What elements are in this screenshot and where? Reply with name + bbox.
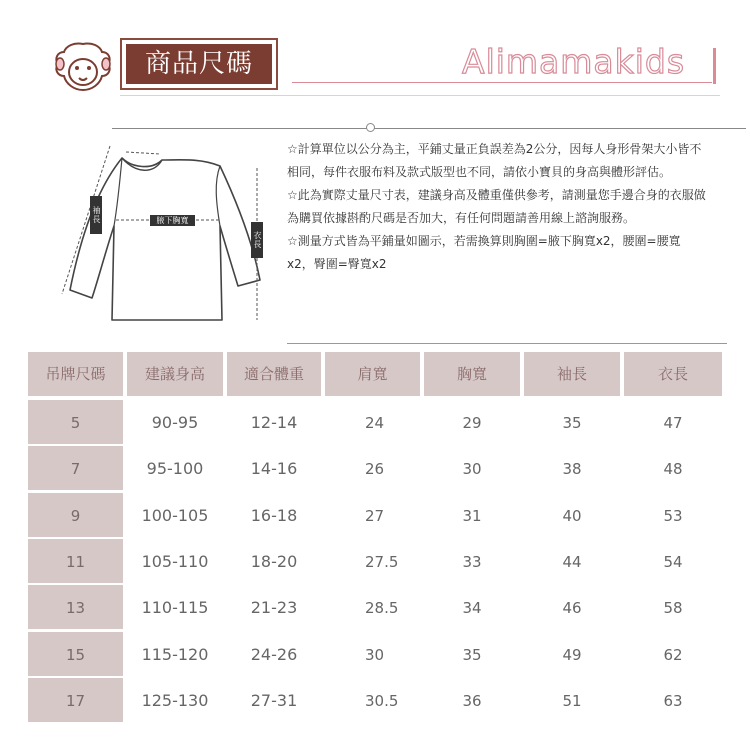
header-chest: 胸寬: [424, 352, 520, 396]
cell-weight: 21-23: [250, 598, 298, 618]
cell-sleeve: 46: [562, 599, 582, 618]
divider-circle-icon: [366, 123, 375, 132]
cell-sleeve: 40: [562, 506, 582, 525]
cell-length: 62: [663, 645, 683, 664]
table-row: [28, 585, 722, 631]
cell-weight: 24-26: [250, 644, 298, 664]
cell-height: 125-130: [141, 690, 209, 710]
cell-height: 90-95: [151, 413, 199, 432]
chest-width-tag: 腋下胸寬: [150, 215, 195, 226]
table-row: [28, 678, 722, 724]
cell-height: 115-120: [141, 644, 209, 664]
sleeve-length-tag: 袖長: [90, 196, 102, 234]
header-rule: [120, 95, 720, 96]
note-3: ☆測量方式皆為平鋪量如圖示，若需換算則胸圍=腋下胸寬x2，腰圍=腰寬x2，臀圍=臀寬x2: [287, 234, 681, 271]
cell-tag-size: 13: [28, 585, 123, 629]
page-title: 商品尺碼: [126, 44, 272, 84]
cell-sleeve: 35: [562, 414, 582, 432]
cell-chest: 29: [462, 414, 482, 432]
cell-tag-size: 11: [28, 539, 123, 583]
cell-tag-size: 15: [28, 632, 123, 676]
cell-sleeve: 38: [562, 460, 582, 479]
header-tag-size: 吊牌尺碼: [28, 352, 123, 396]
cell-tag-size: 7: [28, 446, 123, 490]
notes-divider: [287, 343, 727, 344]
table-row: [28, 539, 722, 585]
sheep-mascot-icon: [52, 40, 114, 98]
cell-length: 47: [663, 414, 683, 432]
cell-weight: 14-16: [250, 459, 298, 479]
table-row: [28, 446, 722, 492]
cell-sleeve: 51: [562, 691, 582, 710]
header-length: 衣長: [624, 352, 722, 396]
cell-chest: 34: [462, 599, 482, 618]
cell-shoulder: 30.5: [365, 691, 399, 710]
cell-weight: 27-31: [250, 690, 298, 710]
cell-height: 105-110: [141, 551, 209, 571]
brand-logo: Alimamakids: [462, 42, 686, 81]
cell-sleeve: 44: [562, 552, 582, 571]
cell-tag-size: 9: [28, 493, 123, 537]
cell-tag-size: 5: [28, 400, 123, 444]
table-row: [28, 632, 722, 678]
cell-shoulder: 28.5: [365, 599, 399, 618]
size-notes: [287, 138, 707, 343]
cell-shoulder: 27: [365, 506, 385, 525]
cell-chest: 30: [462, 460, 482, 479]
title-box: [120, 38, 278, 90]
cell-length: 54: [663, 552, 683, 571]
note-2: ☆此為實際丈量尺寸表，建議身高及體重僅供參考，請測量您手邊合身的衣服做為購買依據斟酌尺碼是否加大，有任何問題請善用線上諮詢服務。: [287, 188, 706, 225]
cell-length: 58: [663, 599, 683, 618]
header-shoulder: 肩寬: [325, 352, 420, 396]
cell-shoulder: 27.5: [365, 552, 399, 571]
cell-chest: 31: [462, 506, 482, 525]
cell-length: 53: [663, 506, 683, 525]
cell-weight: 16-18: [250, 505, 298, 525]
table-row: [28, 493, 722, 539]
cell-tag-size: 17: [28, 678, 123, 722]
header-sleeve: 袖長: [524, 352, 620, 396]
cell-height: 95-100: [146, 459, 204, 479]
cell-chest: 33: [462, 552, 482, 571]
cell-length: 48: [663, 460, 683, 479]
brand-bar: [713, 48, 716, 84]
cell-height: 110-115: [141, 598, 209, 618]
section-divider: [112, 128, 746, 129]
cell-shoulder: 24: [365, 414, 385, 432]
note-1: ☆計算單位以公分為主，平鋪丈量正負誤差為2公分，因每人身形骨架大小皆不相同，每件衣服布料及款式版型也不同，請依小寶貝的身高與體形評估。: [287, 142, 702, 179]
cell-weight: 18-20: [250, 551, 298, 571]
cell-chest: 35: [462, 645, 482, 664]
cell-chest: 36: [462, 691, 482, 710]
body-length-tag: 衣長: [251, 222, 263, 258]
cell-sleeve: 49: [562, 645, 582, 664]
cell-shoulder: 30: [365, 645, 385, 664]
cell-height: 100-105: [141, 505, 209, 525]
cell-weight: 12-14: [250, 413, 298, 432]
cell-shoulder: 26: [365, 460, 385, 479]
header-height: 建議身高: [127, 352, 223, 396]
header-weight: 適合體重: [227, 352, 321, 396]
table-row: [28, 400, 722, 446]
cell-length: 63: [663, 691, 683, 710]
table-header: [28, 352, 722, 396]
